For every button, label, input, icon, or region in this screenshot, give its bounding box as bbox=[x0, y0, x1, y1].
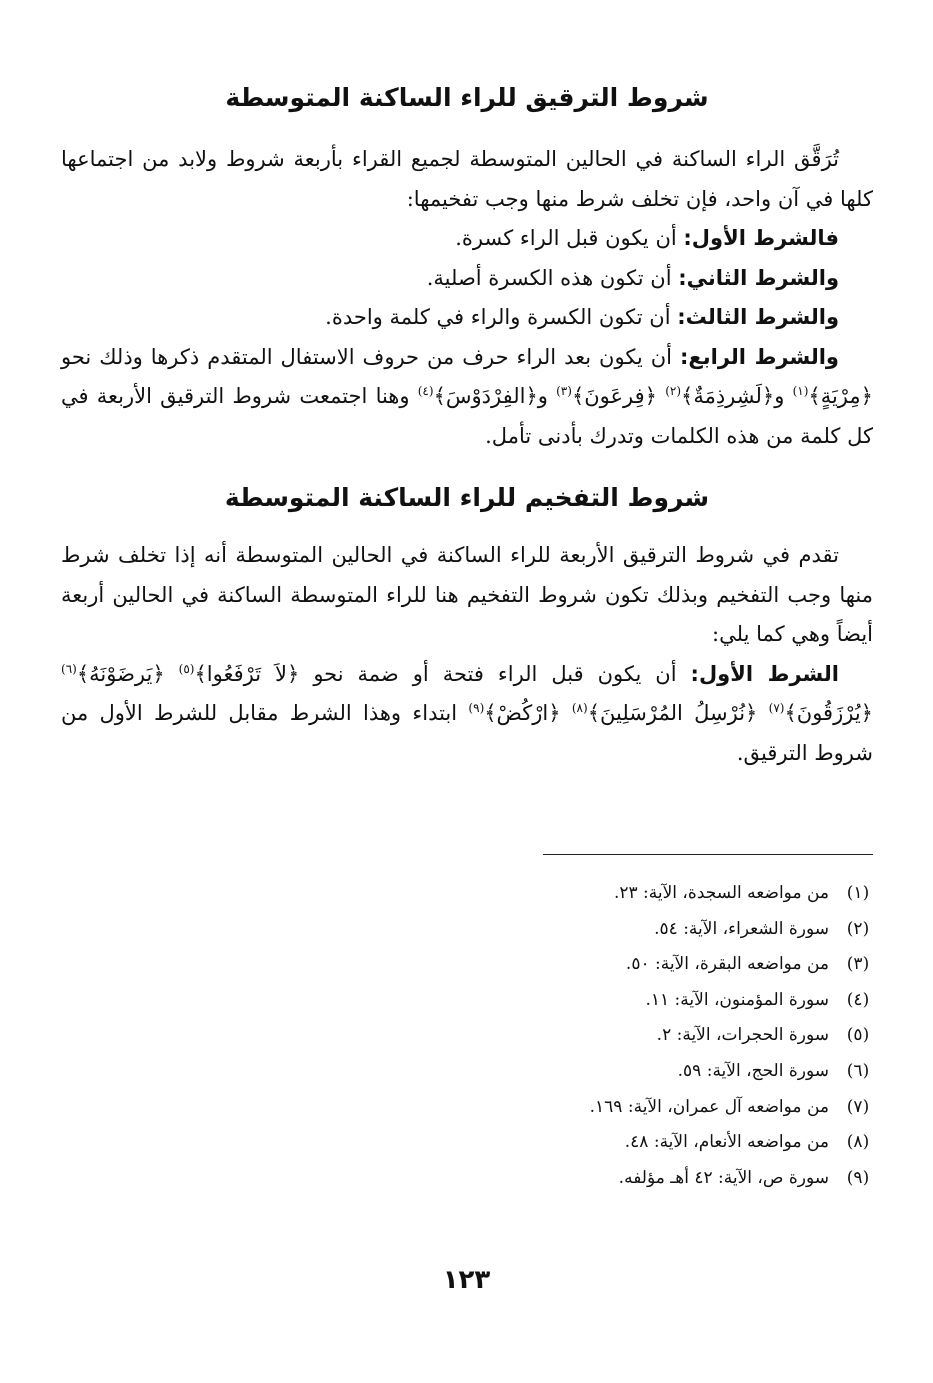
main-content bbox=[61, 78, 873, 773]
section-title-tarqeeq: شروط الترقيق للراء الساكنة المتوسطة bbox=[225, 83, 709, 112]
footnote-text: من مواضعه السجدة، الآية: ٢٣. bbox=[613, 883, 829, 903]
footnotes-list bbox=[61, 876, 873, 1196]
footnote-item bbox=[61, 1018, 873, 1054]
condition-1-text: أن يكون قبل الراء كسرة. bbox=[455, 226, 677, 250]
example-word: ﴿يَرضَوْنَهُ﴾ bbox=[76, 661, 165, 686]
condition-3-label: والشرط الثالث: bbox=[677, 305, 839, 329]
tafkheem-intro: تقدم في شروط الترقيق الأربعة للراء الساكنة في الحالين المتوسطة أنه إذا تخلف شرط منها وجب التفخيم وبذلك تكون شروط التفخيم هنا للراء المتوسطة الساكنة في الحالين أربعة أيضاً وهي كما يلي: bbox=[61, 543, 873, 646]
condition-3-text: أن تكون الكسرة والراء في كلمة واحدة. bbox=[325, 305, 671, 329]
page-number: ١٢٣ bbox=[442, 1265, 491, 1295]
footnote-item bbox=[61, 983, 873, 1019]
footnote-ref: (٨) bbox=[571, 701, 588, 715]
footnote-divider bbox=[543, 854, 873, 855]
footnote-number: (٩) bbox=[846, 1167, 870, 1188]
footnote-ref: (٤) bbox=[417, 384, 434, 398]
footnote-item bbox=[61, 876, 873, 912]
footnote-text: سورة ص، الآية: ٤٢ أهـ مؤلفه. bbox=[618, 1167, 829, 1188]
footnote-number: (٦) bbox=[846, 1060, 870, 1081]
example-word: ﴿لَشِرذِمَةٌ﴾ bbox=[681, 384, 775, 408]
example-word: ﴿الفِرْدَوْسَ﴾ bbox=[433, 384, 538, 408]
condition-4-text: أن يكون بعد الراء حرف من حروف الاستفال المتقدم ذكرها وذلك نحو bbox=[61, 344, 673, 369]
footnote-text: من مواضعه آل عمران، الآية: ١٦٩. bbox=[589, 1096, 829, 1117]
footnote-number: (١) bbox=[846, 883, 870, 903]
condition-2-label: والشرط الثاني: bbox=[678, 265, 839, 290]
footnote-ref: (٧) bbox=[768, 701, 785, 715]
condition-2 bbox=[61, 259, 873, 299]
condition-1 bbox=[61, 219, 873, 259]
footnote-text: سورة المؤمنون، الآية: ١١. bbox=[645, 989, 829, 1010]
footnote-item bbox=[61, 912, 873, 948]
footnote-item bbox=[61, 1054, 873, 1090]
footnote-ref: (٩) bbox=[468, 701, 485, 715]
condition-4 bbox=[61, 338, 873, 457]
conjunction: و bbox=[774, 384, 785, 408]
footnote-item bbox=[61, 1125, 873, 1161]
condition-3 bbox=[61, 298, 873, 338]
example-word: ﴿لاَ تَرْفَعُوا﴾ bbox=[194, 661, 300, 686]
footnote-number: (٣) bbox=[846, 954, 870, 975]
footnote-ref: (٦) bbox=[61, 661, 77, 676]
footnote-item bbox=[61, 947, 873, 983]
tarqeeq-intro: تُرَقَّق الراء الساكنة في الحالين المتوسطة لجميع القراء بأربعة شروط ولابد من اجتماعها كلها في آن واحد، فإن تخلف شرط منها وجب تفخيمها: bbox=[61, 147, 873, 211]
example-word: ﴿مِرْيَةٍ﴾ bbox=[808, 384, 873, 408]
conjunction: و bbox=[537, 384, 548, 408]
footnote-item bbox=[61, 1161, 873, 1197]
condition-2-text: أن تكون هذه الكسرة أصلية. bbox=[426, 265, 672, 290]
footnote-number: (٨) bbox=[846, 1132, 870, 1153]
footnote-ref: (١) bbox=[792, 384, 809, 398]
footnote-text: من مواضعه الأنعام، الآية: ٤٨. bbox=[624, 1132, 829, 1153]
section-title-tafkheem: شروط التفخيم للراء الساكنة المتوسطة bbox=[224, 483, 710, 512]
example-word: ﴿ارْكُضْ﴾ bbox=[484, 701, 561, 725]
tafkheem-condition-1-label: الشرط الأول: bbox=[690, 661, 839, 686]
tarqeeq-closing: وهنا اجتمعت شروط الترقيق الأربعة في كل كلمة من هذه الكلمات وتدرك بأدنى تأمل. bbox=[61, 384, 873, 448]
example-word: ﴿يُرْزَقُونَ﴾ bbox=[784, 701, 873, 725]
footnote-number: (٤) bbox=[846, 989, 870, 1010]
footnote-text: سورة الحجرات، الآية: ٢. bbox=[656, 1025, 829, 1046]
tafkheem-closing: ابتداء وهذا الشرط مقابل للشرط الأول من شروط الترقيق. bbox=[61, 701, 873, 765]
tafkheem-condition-1 bbox=[61, 655, 873, 774]
example-word: ﴿نُرْسِلُ المُرْسَلِينَ﴾ bbox=[587, 701, 758, 725]
footnote-ref: (٣) bbox=[556, 384, 572, 398]
condition-4-label: والشرط الرابع: bbox=[680, 344, 839, 369]
footnote-text: من مواضعه البقرة، الآية: ٥٠. bbox=[625, 954, 829, 975]
example-word: ﴿فِرعَونَ﴾ bbox=[571, 384, 657, 408]
footnote-number: (٥) bbox=[846, 1025, 870, 1046]
footnote-ref: (٢) bbox=[665, 384, 682, 398]
footnote-ref: (٥) bbox=[178, 661, 195, 676]
tafkheem-condition-1-text: أن يكون قبل الراء فتحة أو ضمة نحو bbox=[313, 661, 677, 686]
footnote-number: (٧) bbox=[846, 1096, 870, 1117]
footnote-text: سورة الشعراء، الآية: ٥٤. bbox=[654, 918, 829, 939]
footnote-number: (٢) bbox=[846, 918, 870, 939]
footnote-item bbox=[61, 1090, 873, 1126]
condition-1-label: فالشرط الأول: bbox=[683, 226, 839, 250]
footnote-text: سورة الحج، الآية: ٥٩. bbox=[677, 1060, 829, 1081]
